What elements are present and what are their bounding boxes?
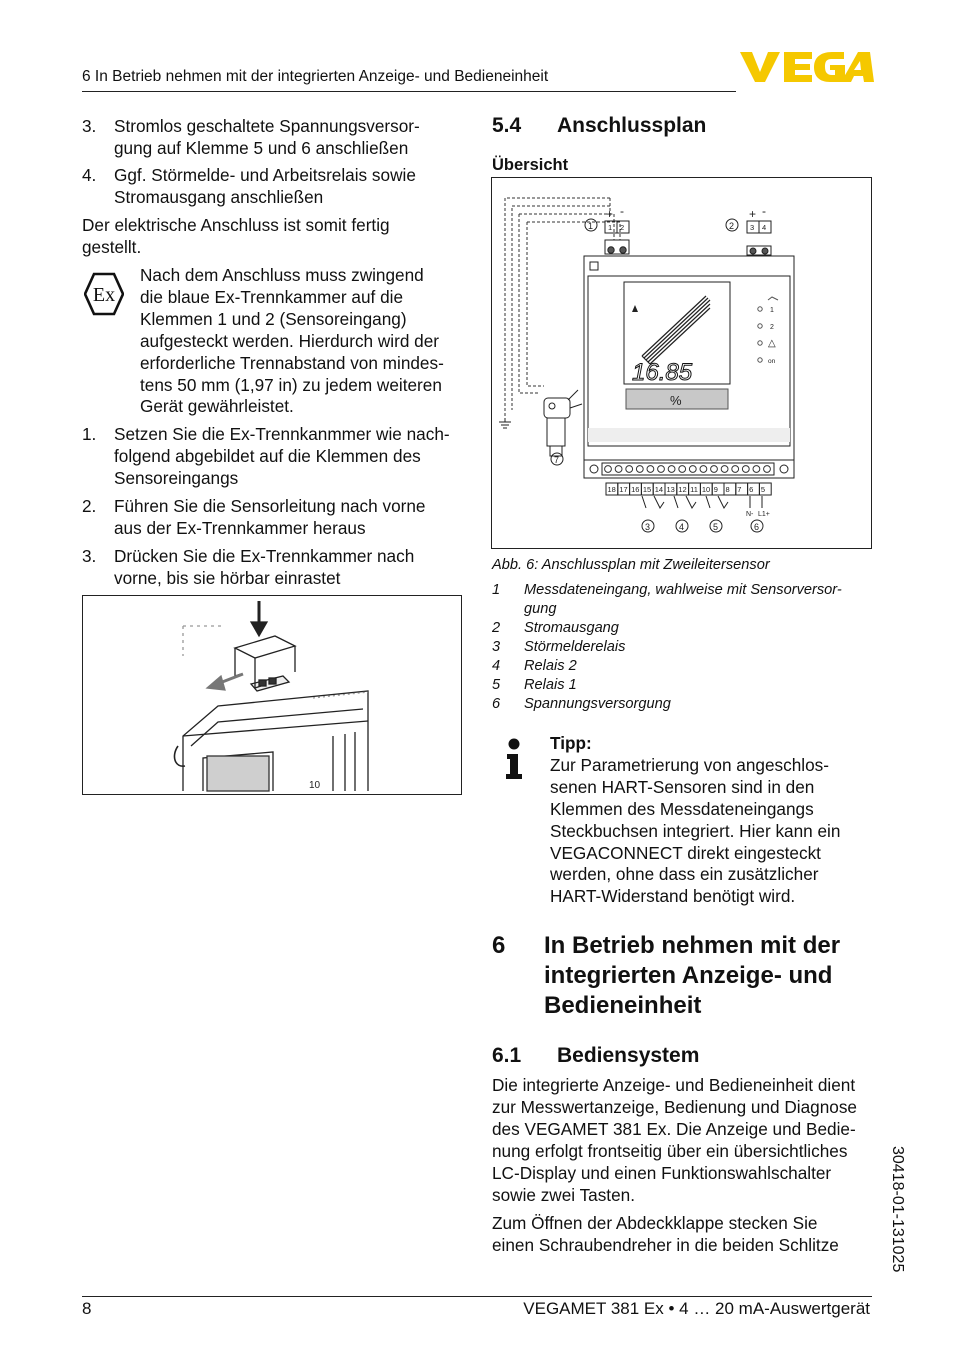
terminal-number: 16: [631, 485, 640, 494]
terminal-number: 9: [713, 485, 718, 494]
wiring-diagram: [491, 177, 872, 549]
terminal-screw: [732, 466, 739, 473]
svg-text:3: 3: [645, 522, 651, 532]
vega-logo: [740, 48, 874, 84]
svg-text:+: +: [606, 207, 614, 221]
ex-hexagon-icon: [84, 272, 124, 316]
svg-text:1: 1: [770, 307, 774, 314]
list-item: 4. Ggf. Störmelde- und Arbeitsrelais sowie Stromausgang anschließen: [82, 165, 416, 207]
svg-text:%: %: [670, 393, 682, 408]
info-icon: [504, 738, 524, 780]
terminal-number: 15: [642, 485, 652, 494]
svg-text:N-: N-: [746, 511, 754, 518]
ex-chamber-illustration: [82, 595, 462, 795]
terminal-number: 7: [737, 485, 742, 494]
svg-text:1: 1: [608, 223, 613, 232]
running-title: 6 In Betrieb nehmen mit der integrierten Anzeige- und Bedieneinheit: [82, 68, 549, 85]
svg-text:-: -: [762, 204, 766, 218]
footer-rule: [82, 1296, 872, 1297]
header-rule: [82, 91, 736, 92]
terminal-screw: [753, 466, 760, 473]
svg-text:1: 1: [588, 221, 594, 231]
terminal-screw: [636, 466, 643, 473]
terminal-screw: [615, 466, 622, 473]
list-item: 1. Setzen Sie die Ex-Trennkanmmer wie nach- folgend abgebildet auf die Klemmen des Sensoreingangs: [82, 424, 450, 488]
terminal-number: 5: [760, 485, 766, 494]
svg-text:△: △: [768, 338, 776, 349]
legend-item: 4 Relais 2: [492, 658, 577, 674]
legend-item: 3 Störmelderelais: [492, 639, 626, 655]
svg-text:6: 6: [754, 522, 760, 532]
terminal-screw: [679, 466, 686, 473]
document-id: 30418-01-131025: [889, 1146, 906, 1273]
terminal-number: 8: [725, 485, 730, 494]
terminal-screw: [711, 466, 718, 473]
list-item: 3. Drücken Sie die Ex-Trennkammer nach vorne, bis sie hörbar einrastet: [82, 546, 415, 588]
terminal-number: 10: [701, 485, 711, 494]
svg-text:4: 4: [762, 223, 767, 232]
terminal-number: 13: [666, 485, 675, 494]
svg-text:Ex: Ex: [92, 284, 116, 306]
terminal-screw: [658, 466, 665, 473]
svg-text:L1+: L1+: [758, 511, 770, 518]
done-paragraph: Der elektrische Anschluss ist somit fertig gestellt.: [82, 215, 390, 257]
legend-item: 2 Stromausgang: [492, 620, 619, 636]
figure-legend: [492, 581, 882, 714]
svg-text:7: 7: [554, 455, 560, 465]
section-5-4-heading: 5.4 Anschlussplan: [492, 114, 707, 137]
legend-item: 5 Relais 1: [492, 677, 577, 693]
section-6-1-heading: 6.1 Bediensystem: [492, 1044, 700, 1067]
terminal-screw: [764, 466, 771, 473]
tip-block: Tipp: Zur Parametrierung von angeschlos- senen HART-Sensoren sind in den Klemmen des Messdateneingangs Steckbuchsen integriert. Hier kann ein VEGACONNECT direkt eingesteckt werden, ohne dass ein zusätzlicher HART-Widerstand benötigt wird.: [550, 733, 841, 907]
terminal-screw: [668, 466, 675, 473]
wiring-diagram-drawing: [492, 178, 871, 548]
terminal-screw: [700, 466, 707, 473]
terminal-number: 11: [690, 485, 698, 494]
legend-item: 1 Messdateneingang, wahlweise mit Sensorversor- gung: [492, 582, 842, 617]
terminal-screw: [626, 466, 633, 473]
figure-caption: Abb. 6: Anschlussplan mit Zweileitersensor: [492, 557, 770, 573]
svg-text:on: on: [768, 358, 776, 365]
lcd-reading: 16.85: [632, 359, 693, 386]
terminal-number: 6: [749, 485, 754, 494]
paragraph-cover: Zum Öffnen der Abdeckklappe stecken Sie einen Schraubendreher in die beiden Schlitze: [492, 1213, 839, 1255]
svg-text:2: 2: [770, 324, 774, 331]
ex-note: Nach dem Anschluss muss zwingend die blaue Ex-Trennkammer auf die Klemmen 1 und 2 (Sensoreingang) aufgesteckt werden. Hierdurch wird der erforderliche Trennabstand von mindes- tens 50 mm (1,97 in) zu jedem weiteren Gerät gewährleistet.: [140, 265, 444, 417]
product-name: VEGAMET 381 Ex • 4 … 20 mA-Auswertgerät: [523, 1299, 870, 1318]
terminal-screw: [721, 466, 728, 473]
terminal-screw: [647, 466, 654, 473]
svg-text:2: 2: [729, 221, 735, 231]
terminal-number: 12: [678, 485, 687, 494]
terminal-number: 17: [619, 485, 628, 494]
ex-chamber-drawing: [83, 596, 461, 794]
svg-text:5: 5: [713, 522, 719, 532]
svg-text:3: 3: [750, 223, 755, 232]
terminal-number: 14: [654, 485, 664, 494]
svg-text:2: 2: [620, 223, 625, 232]
paragraph-operation: Die integrierte Anzeige- und Bedieneinheit dient zur Messwertanzeige, Bedienung und Diagnose des VEGAMET 381 Ex. Die Anzeige und Bedie- nung erfolgt frontseitig über ein übersichtliches LC-Display und einen Funktionswahlschalter sowie zwei Tasten.: [492, 1075, 857, 1205]
list-item: 2. Führen Sie die Sensorleitung nach vorne aus der Ex-Trennkammer heraus: [82, 496, 426, 538]
svg-text:10: 10: [309, 780, 321, 791]
list-item: 3. Stromlos geschaltete Spannungsversor- gung auf Klemme 5 und 6 anschließen: [82, 116, 420, 158]
terminal-number: 18: [607, 485, 616, 494]
terminal-screw: [605, 466, 612, 473]
legend-item: 6 Spannungsversorgung: [492, 696, 671, 712]
svg-text:4: 4: [679, 522, 685, 532]
terminal-screw: [742, 466, 749, 473]
svg-text:+: +: [749, 207, 757, 221]
svg-text:-: -: [620, 204, 624, 218]
chapter-6-heading: 6 In Betrieb nehmen mit der integrierten Anzeige- und Bedieneinheit: [492, 932, 841, 1019]
overview-label: Übersicht: [492, 156, 569, 174]
page-number: 8: [82, 1299, 92, 1318]
terminal-screw: [689, 466, 696, 473]
